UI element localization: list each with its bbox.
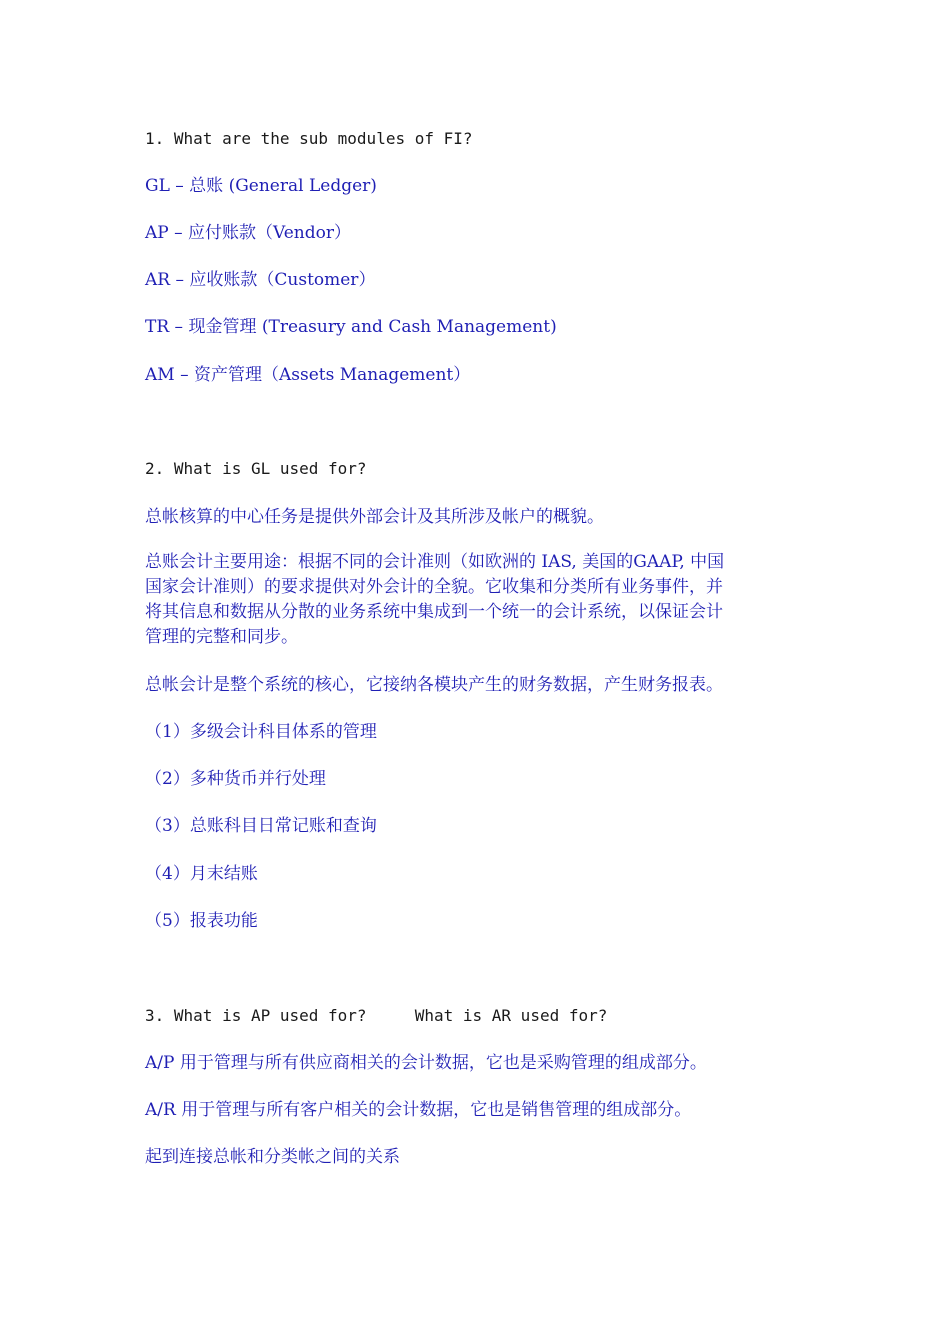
submodule-gl: GL – 总账 (General Ledger) — [145, 176, 377, 196]
ap-description: A/P 用于管理与所有供应商相关的会计数据，它也是采购管理的组成部分。 — [145, 1053, 707, 1073]
gl-function-item: （1）多级会计科目体系的管理 — [145, 722, 377, 742]
gl-paragraph-2-line: 将其信息和数据从分散的业务系统中集成到一个统一的会计系统，以保证会计 — [145, 602, 723, 622]
gl-paragraph-2-line: 管理的完整和同步。 — [145, 627, 298, 647]
gl-paragraph-1: 总帐核算的中心任务是提供外部会计及其所涉及帐户的概貌。 — [145, 507, 604, 527]
gl-paragraph-2-line: 国家会计准则）的要求提供对外会计的全貌。它收集和分类所有业务事件，并 — [145, 577, 723, 597]
gl-function-item: （2）多种货币并行处理 — [145, 769, 326, 789]
submodule-am: AM – 资产管理（Assets Management） — [145, 365, 471, 385]
submodule-ap: AP – 应付账款（Vendor） — [145, 223, 351, 243]
gl-paragraph-2-line: 总账会计主要用途：根据不同的会计准则（如欧洲的 IAS, 美国的GAAP, 中国 — [145, 552, 725, 572]
gl-paragraph-3: 总帐会计是整个系统的核心，它接纳各模块产生的财务数据，产生财务报表。 — [145, 675, 723, 695]
ar-description: A/R 用于管理与所有客户相关的会计数据，它也是销售管理的组成部分。 — [145, 1100, 692, 1120]
question-3: 3. What is AP used for? What is AR used for? — [145, 1006, 608, 1025]
gl-function-item: （3）总账科目日常记账和查询 — [145, 816, 377, 836]
gl-function-item: （4）月末结账 — [145, 864, 258, 884]
submodule-tr: TR – 现金管理 (Treasury and Cash Management) — [145, 317, 557, 337]
question-1: 1. What are the sub modules of FI? — [145, 129, 473, 148]
submodule-ar: AR – 应收账款（Customer） — [145, 270, 376, 290]
question-2: 2. What is GL used for? — [145, 459, 367, 478]
gl-function-item: （5）报表功能 — [145, 911, 258, 931]
gl-paragraph-2 — [145, 550, 805, 650]
ap-ar-note: 起到连接总帐和分类帐之间的关系 — [145, 1147, 400, 1167]
